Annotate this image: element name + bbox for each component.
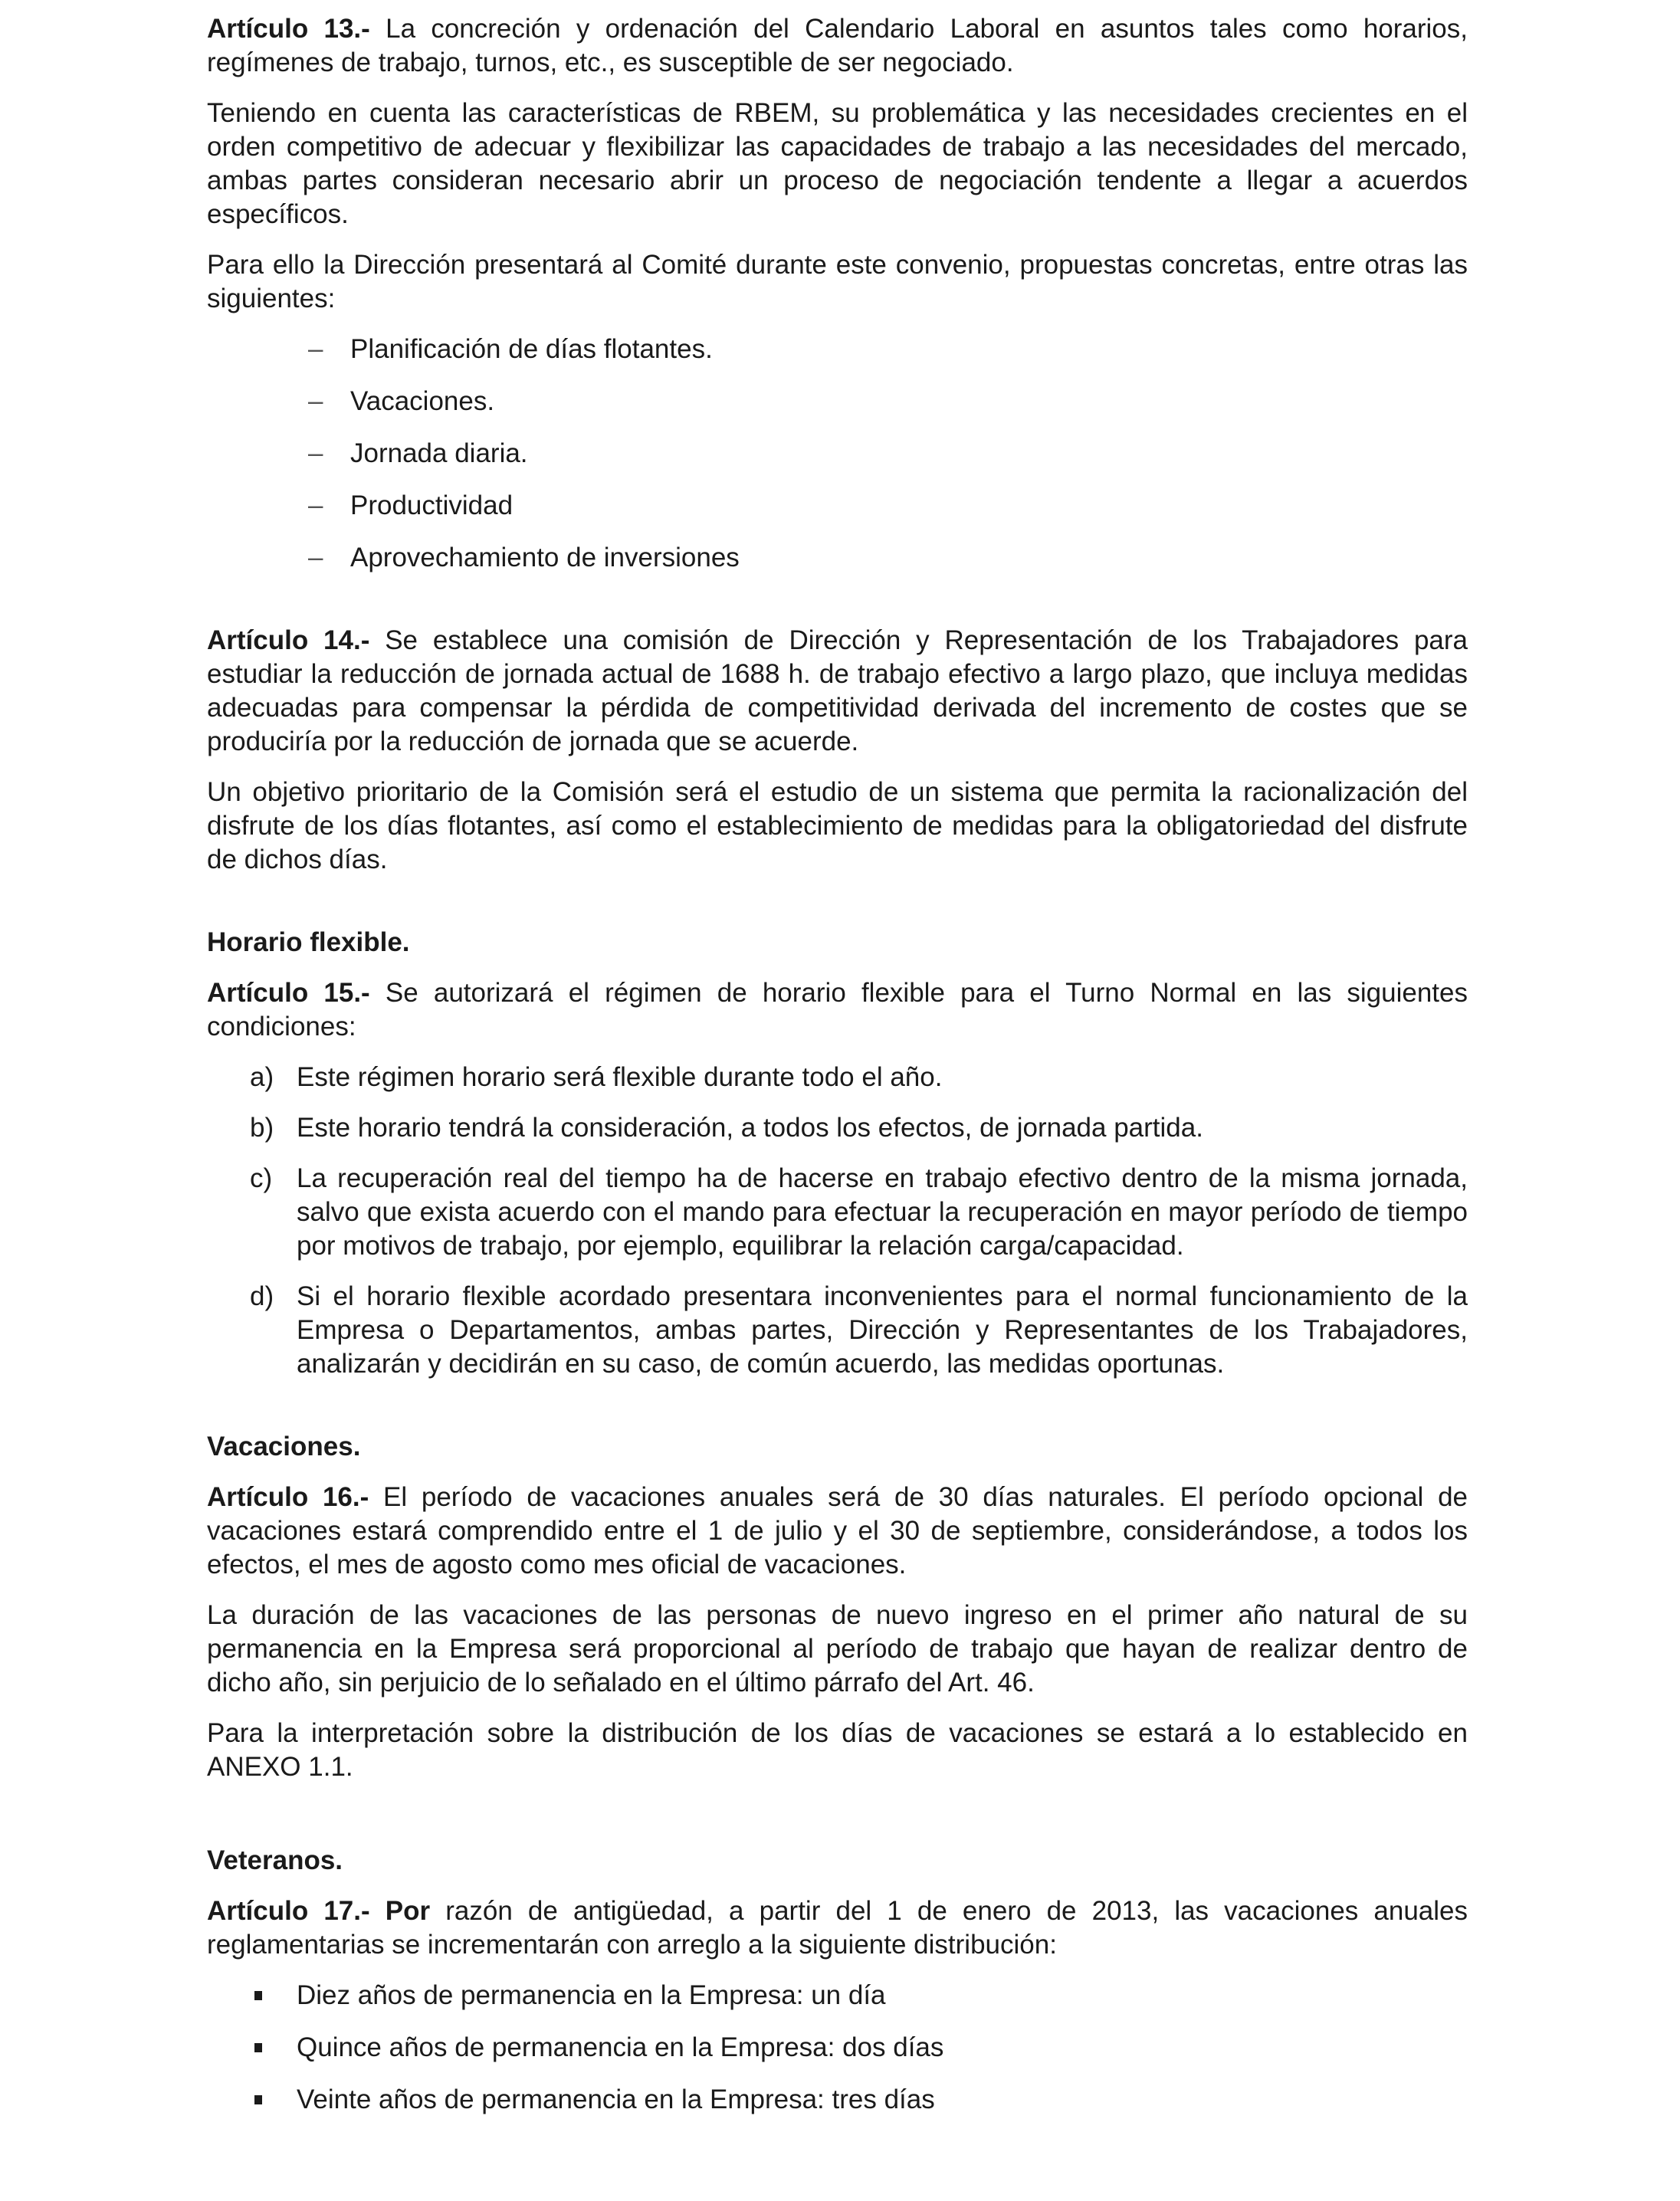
art17-paragraph-1 — [207, 1894, 1468, 1962]
art15-paragraph-1 — [207, 976, 1468, 1044]
list-item-text: Vacaciones. — [350, 386, 495, 416]
list-item — [207, 385, 1468, 418]
list-item-text: Productividad — [350, 490, 514, 520]
list-item-text: Veinte años de permanencia en la Empresa: tres días — [297, 2085, 935, 2114]
art13-text-1: La concreción y ordenación del Calendario Laboral en asuntos tales como horarios, regímenes de trabajo, turnos, etc., es susceptible de ser negociado. — [207, 14, 1468, 77]
square-bullet-icon — [254, 2095, 262, 2104]
list-letter: c) — [250, 1163, 273, 1193]
list-item — [207, 437, 1468, 471]
list-item — [207, 541, 1468, 575]
list-item — [207, 2083, 1468, 2117]
list-item-text: Este horario tendrá la consideración, a todos los efectos, de jornada partida. — [297, 1113, 1203, 1143]
art13-paragraph-1 — [207, 12, 1468, 80]
art15-heading: Artículo 15.- — [207, 978, 370, 1008]
art16-text-1: El período de vacaciones anuales será de 30 días naturales. El período opcional de vacaciones estará comprendido entre el 1 de julio y el 30 de septiembre, considerándose, a todos los efectos, el mes de agosto como mes oficial de vacaciones. — [207, 1482, 1468, 1579]
art13-dash-list — [207, 333, 1468, 575]
list-letter: d) — [250, 1281, 274, 1311]
art16-paragraph-1 — [207, 1481, 1468, 1582]
list-item-text: Quince años de permanencia en la Empresa: dos días — [297, 2032, 944, 2062]
dash-bullet: – — [308, 334, 323, 364]
square-bullet-icon — [254, 1991, 262, 2000]
list-item — [207, 489, 1468, 523]
art17-square-list — [207, 1979, 1468, 2117]
list-item-text: Este régimen horario será flexible durante todo el año. — [297, 1062, 943, 1092]
list-item — [207, 1280, 1468, 1381]
section-title-veteranos: Veteranos. — [207, 1845, 343, 1875]
list-item-text: Planificación de días flotantes. — [350, 334, 713, 364]
art16-heading: Artículo 16.- — [207, 1482, 369, 1512]
art14-paragraph-1 — [207, 624, 1468, 759]
list-item-text: La recuperación real del tiempo ha de hacerse en trabajo efectivo dentro de la misma jornada, salvo que exista acuerdo con el mando para efectuar la recuperación en mayor período de tiempo por motivos de trabajo, por ejemplo, equilibrar la relación carga/capacidad. — [297, 1163, 1468, 1261]
list-letter: b) — [250, 1113, 274, 1143]
dash-bullet: – — [308, 438, 323, 468]
list-item — [207, 1061, 1468, 1094]
art15-lettered-list — [207, 1061, 1468, 1381]
art13-paragraph-2: Teniendo en cuenta las características de RBEM, su problemática y las necesidades crecientes en el orden competitivo de adecuar y flexibilizar las capacidades de trabajo a las necesidades del mercado, ambas partes consideran necesario abrir un proceso de negociación tendente a llegar a acuerdos específicos. — [207, 98, 1468, 229]
list-item-text: Jornada diaria. — [350, 438, 528, 468]
art14-heading: Artículo 14.- — [207, 625, 370, 655]
art16-paragraph-3: Para la interpretación sobre la distribución de los días de vacaciones se estará a lo establecido en ANEXO 1.1. — [207, 1718, 1468, 1782]
art14-text-1: Se establece una comisión de Dirección y Representación de los Trabajadores para estudiar la reducción de jornada actual de 1688 h. de trabajo efectivo a largo plazo, que incluya medidas adecuadas para compensar la pérdida de competitividad derivada del incremento de costes que se produciría por la reducción de jornada que se acuerde. — [207, 625, 1468, 756]
dash-bullet: – — [308, 490, 323, 520]
list-item — [207, 2031, 1468, 2065]
section-title-vacaciones: Vacaciones. — [207, 1432, 361, 1461]
art17-text-1: razón de antigüedad, a partir del 1 de enero de 2013, las vacaciones anuales reglamentarias se incrementarán con arreglo a la siguiente distribución: — [207, 1896, 1468, 1960]
art13-heading: Artículo 13.- — [207, 14, 370, 44]
square-bullet-icon — [254, 2043, 262, 2052]
list-item-text: Diez años de permanencia en la Empresa: un día — [297, 1980, 886, 2010]
document-page — [207, 12, 1468, 2117]
section-title-horario: Horario flexible. — [207, 927, 410, 957]
list-item-text: Si el horario flexible acordado presentara inconvenientes para el normal funcionamiento de la Empresa o Departamentos, ambas partes, Dirección y Representantes de los Trabajadores, analizarán y decidirán en su caso, de común acuerdo, las medidas oportunas. — [297, 1281, 1468, 1379]
art16-paragraph-2: La duración de las vacaciones de las personas de nuevo ingreso en el primer año natural de su permanencia en la Empresa será proporcional al período de trabajo que hayan de realizar dentro de dicho año, sin perjuicio de lo señalado en el último párrafo del Art. 46. — [207, 1600, 1468, 1697]
dash-bullet: – — [308, 386, 323, 416]
art14-paragraph-2: Un objetivo prioritario de la Comisión será el estudio de un sistema que permita la racionalización del disfrute de los días flotantes, así como el establecimiento de medidas para la obligatoriedad del disfrute de dichos días. — [207, 777, 1468, 874]
list-letter: a) — [250, 1062, 274, 1092]
art13-paragraph-3: Para ello la Dirección presentará al Comité durante este convenio, propuestas concretas, entre otras las siguientes: — [207, 250, 1468, 313]
dash-bullet: – — [308, 543, 323, 572]
list-item — [207, 1979, 1468, 2012]
art17-heading: Artículo 17.- Por — [207, 1896, 431, 1926]
list-item-text: Aprovechamiento de inversiones — [350, 543, 740, 572]
list-item — [207, 1111, 1468, 1145]
list-item — [207, 1162, 1468, 1263]
list-item — [207, 333, 1468, 366]
art15-text-1: Se autorizará el régimen de horario flexible para el Turno Normal en las siguientes condiciones: — [207, 978, 1468, 1041]
